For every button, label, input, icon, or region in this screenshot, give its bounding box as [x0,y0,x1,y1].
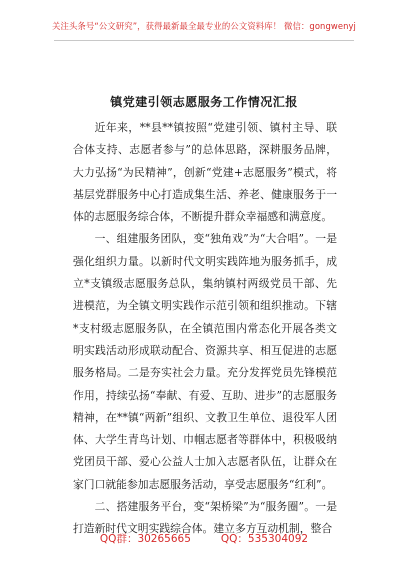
footer-contact [0,531,408,546]
paragraph-intro: 近年来，**县**镇按照“党建引领、镇村主导、联合体支持、志愿者参与”的总体思路，深耕服务品牌，大力弘扬“为民精神”，创新“党建+志愿服务”模式，将基层党群服务中心打造成集生活、养老、健康服务于一体的志愿服务综合体，不断提升群众幸福感和满意度。 [73,121,337,224]
document-title: 镇党建引领志愿服务工作情况汇报 [110,95,298,109]
header-divider [54,40,354,41]
document-body [73,117,337,541]
header-promo-text: 关注头条号“公文研究”，获得最新最全最专业的公文资料库！ 微信：gongwenyj [52,21,356,31]
footer-qq-group: QQ群：30265665 [99,533,191,545]
paragraph-section-one: 一、组建服务团队，变“独角戏”为“大合唱”。一是强化组织力量。以新时代文明实践阵地为服务抓手，成立*支镇级志愿服务总队，集纳镇村两级党员干部、先进模范，为全镇文明实践作示范引领和组织推动。下辖*支村级志愿服务队，在全镇范围内常态化开展各类文明实践活动形成联动配合、资源共享、相互促进的志愿服务格局。二是夯实社会力量。充分发挥党员先锋模范作用，持续弘扬“奉献、有爱、互助、进步”的志愿服务精神，在**镇“两新”组织、文教卫生单位、退役军人团体、大学生青鸟计划、巾帼志愿者等群体中，积极吸纳党团员干部、爱心公益人士加入志愿者队伍，让群众在家门口就能参加志愿服务活动，享受志愿服务“红利”。 [73,232,337,491]
paragraph-section-two: 二、搭建服务平台，变“架桥梁”为“服务圈”。一是打造新时代文明实践综合体。建立多方互动机制，整合 [73,500,337,536]
footer-qq-number: QQ：535304092 [220,533,309,545]
